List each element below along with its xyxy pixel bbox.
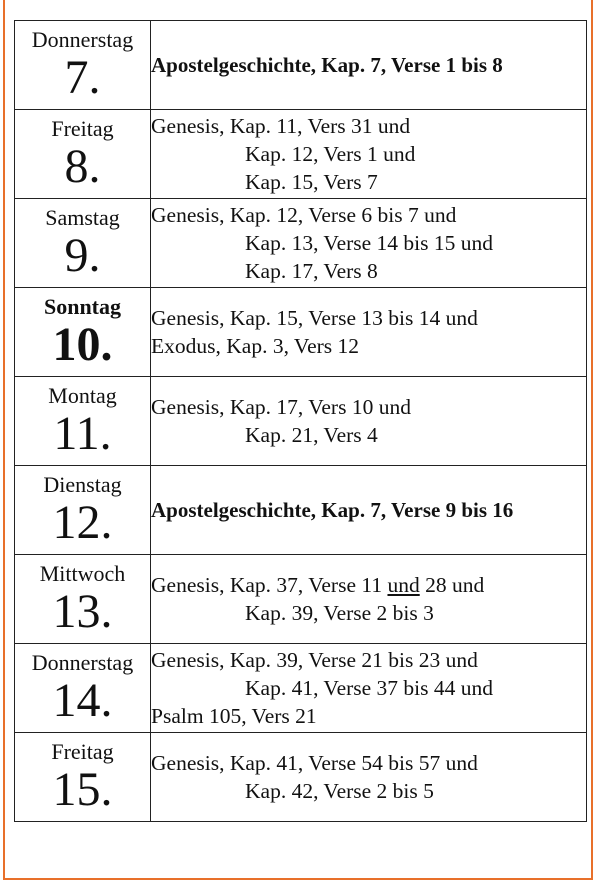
references-cell xyxy=(151,110,587,199)
day-number: 11. xyxy=(53,407,112,460)
references-cell xyxy=(151,733,587,822)
table-row xyxy=(15,110,587,199)
references-cell xyxy=(151,21,587,110)
weekday-label: Donnerstag xyxy=(31,27,134,52)
reference-line: Kap. 39, Verse 2 bis 3 xyxy=(245,601,434,625)
reference-line: Kap. 15, Vers 7 xyxy=(245,170,378,194)
day-cell xyxy=(15,110,151,199)
day-number: 10. xyxy=(52,318,113,371)
day-number: 12. xyxy=(52,496,113,549)
reference-line: Exodus, Kap. 3, Vers 12 xyxy=(151,334,360,358)
reference-line: Kap. 12, Vers 1 und xyxy=(245,142,416,166)
weekday-label: Montag xyxy=(48,383,117,408)
day-cell xyxy=(15,733,151,822)
day-number: 9. xyxy=(64,229,101,282)
reference-line: Psalm 105, Vers 21 xyxy=(151,704,317,728)
weekday-label: Dienstag xyxy=(43,472,122,497)
reference-line: Genesis, Kap. 41, Verse 54 bis 57 und xyxy=(151,751,478,775)
reference-line: Kap. 17, Vers 8 xyxy=(245,259,378,283)
reference-line: Genesis, Kap. 17, Vers 10 und xyxy=(151,395,411,419)
reference-line: Apostelgeschichte, Kap. 7, Verse 1 bis 8 xyxy=(151,53,503,77)
reference-line: Kap. 21, Vers 4 xyxy=(245,423,378,447)
reference-line: Apostelgeschichte, Kap. 7, Verse 9 bis 16 xyxy=(151,498,514,522)
day-cell xyxy=(15,288,151,377)
table-row xyxy=(15,466,587,555)
day-number: 14. xyxy=(52,674,113,727)
day-number: 15. xyxy=(52,763,113,816)
day-number: 7. xyxy=(64,51,101,104)
table-row xyxy=(15,733,587,822)
references-cell xyxy=(151,555,587,644)
day-cell xyxy=(15,555,151,644)
day-cell xyxy=(15,377,151,466)
schedule-body xyxy=(15,21,587,822)
day-cell xyxy=(15,466,151,555)
reference-line: Genesis, Kap. 37, Verse 11 und 28 und xyxy=(151,573,485,597)
weekday-label: Samstag xyxy=(45,205,120,230)
reference-line: Kap. 41, Verse 37 bis 44 und xyxy=(245,676,494,700)
table-row xyxy=(15,555,587,644)
reading-schedule-table xyxy=(14,20,587,822)
reference-line: Kap. 13, Verse 14 bis 15 und xyxy=(245,231,494,255)
references-cell xyxy=(151,199,587,288)
day-cell xyxy=(15,644,151,733)
day-cell xyxy=(15,199,151,288)
weekday-label: Freitag xyxy=(51,116,114,141)
references-cell xyxy=(151,466,587,555)
reference-line: Genesis, Kap. 12, Verse 6 bis 7 und xyxy=(151,203,457,227)
day-number: 8. xyxy=(64,140,101,193)
references-cell xyxy=(151,644,587,733)
day-number: 13. xyxy=(52,585,113,638)
weekday-label: Donnerstag xyxy=(31,650,134,675)
reference-line: Genesis, Kap. 39, Verse 21 bis 23 und xyxy=(151,648,478,672)
table-row xyxy=(15,21,587,110)
weekday-label: Freitag xyxy=(51,739,114,764)
table-row xyxy=(15,288,587,377)
references-cell xyxy=(151,377,587,466)
weekday-label: Mittwoch xyxy=(39,561,126,586)
day-cell xyxy=(15,21,151,110)
reference-line: Genesis, Kap. 15, Verse 13 bis 14 und xyxy=(151,306,478,330)
table-row xyxy=(15,377,587,466)
table-row xyxy=(15,644,587,733)
references-cell xyxy=(151,288,587,377)
reference-line: Genesis, Kap. 11, Vers 31 und xyxy=(151,114,411,138)
weekday-label: Sonntag xyxy=(43,294,122,319)
reference-line: Kap. 42, Verse 2 bis 5 xyxy=(245,779,434,803)
table-row xyxy=(15,199,587,288)
